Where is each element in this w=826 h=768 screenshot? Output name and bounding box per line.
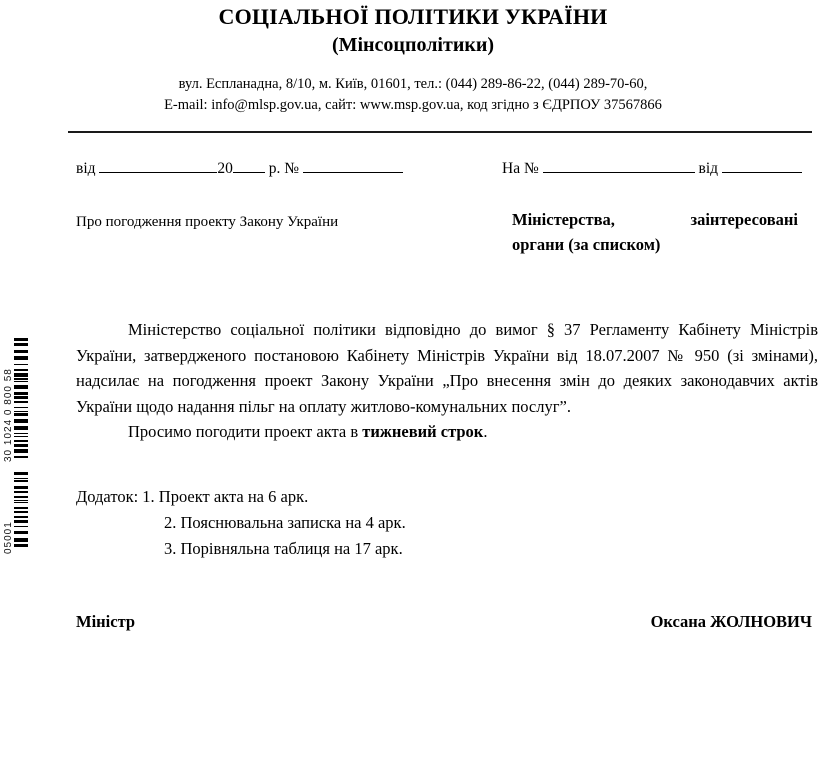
barcode-top	[2, 338, 28, 462]
contact-address-line: вул. Еспланадна, 8/10, м. Київ, 01601, тел.: (044) 289-86-22, (044) 289-70-60,	[178, 76, 648, 92]
attachment-row	[76, 510, 406, 536]
reference-year-prefix: 20	[217, 160, 233, 177]
body-paragraph-1	[76, 317, 818, 419]
attachment-row	[76, 536, 406, 562]
reference-number-blank[interactable]	[303, 157, 403, 173]
registration-barcode	[2, 338, 28, 554]
addressee-line2: органи (за списком)	[512, 235, 661, 254]
organization-name-line2: (Мінсоцполітики)	[331, 34, 495, 56]
attachment-item: 1. Проект акта на 6 арк.	[142, 487, 309, 506]
reference-outgoing	[76, 157, 403, 179]
reply-to-label: На №	[502, 160, 539, 177]
reply-date-blank[interactable]	[722, 157, 802, 173]
organization-name-line1: СОЦІАЛЬНОЇ ПОЛІТИКИ УКРАЇНИ	[218, 4, 608, 29]
attachment-item: 2. Пояснювальна записка на 4 арк.	[164, 513, 406, 532]
reference-from-label: від	[76, 160, 96, 177]
body-paragraph-1-quoted-title: „Про внесення змін до деяких законодавчих актів України щодо надання пільг на оплату житлово-комунальних послуг”.	[76, 371, 818, 416]
barcode-bottom	[2, 472, 28, 554]
signatory-title: Міністр	[76, 612, 136, 631]
signatory-name: Оксана ЖОЛНОВИЧ	[650, 612, 812, 631]
attachment-item: 3. Порівняльна таблиця на 17 арк.	[164, 539, 403, 558]
addressee-line1: Міністерства, заінтересовані	[512, 210, 798, 229]
contact-email-line: E-mail: info@mlsp.gov.ua, сайт: www.msp.gov.ua, код згідно з ЄДРПОУ 37567866	[164, 97, 662, 113]
reply-date-label: від	[698, 160, 719, 177]
barcode-top-bars	[14, 338, 28, 462]
attachments-label: Додаток:	[76, 487, 139, 506]
body-paragraph-2	[76, 419, 818, 445]
letterhead-divider	[68, 131, 812, 133]
attachment-row	[76, 484, 406, 510]
attachments-block	[76, 484, 406, 562]
subject-line: Про погодження проекту Закону України	[76, 214, 339, 230]
barcode-bottom-bars	[14, 472, 28, 554]
reference-year-blank[interactable]	[233, 157, 265, 173]
body-paragraph-2-text: Просимо погодити проект акта в	[128, 422, 363, 441]
letterhead-contacts	[0, 74, 826, 116]
reference-number-label: р. №	[268, 160, 300, 177]
body-paragraph-2-emphasis: тижневий строк	[362, 422, 484, 441]
barcode-top-digits: 30 1024 0 800 58	[3, 368, 14, 462]
barcode-bottom-digits: 05001	[3, 521, 14, 554]
letter-body	[76, 317, 818, 445]
reference-incoming	[502, 157, 802, 179]
body-paragraph-2-tail: .	[483, 422, 488, 441]
addressee-block	[512, 207, 798, 257]
reference-date-blank[interactable]	[99, 157, 217, 173]
letterhead	[0, 4, 826, 58]
reply-number-blank[interactable]	[543, 157, 695, 173]
body-paragraph-1-text: Міністерство соціальної політики відповідно до вимог § 37 Регламенту Кабінету Міністрів України, затвердженого постановою Кабінету Міністрів України від 18.07.2007 № 950 (зі змінами), надсилає на погодження проект Закону України	[76, 320, 818, 390]
